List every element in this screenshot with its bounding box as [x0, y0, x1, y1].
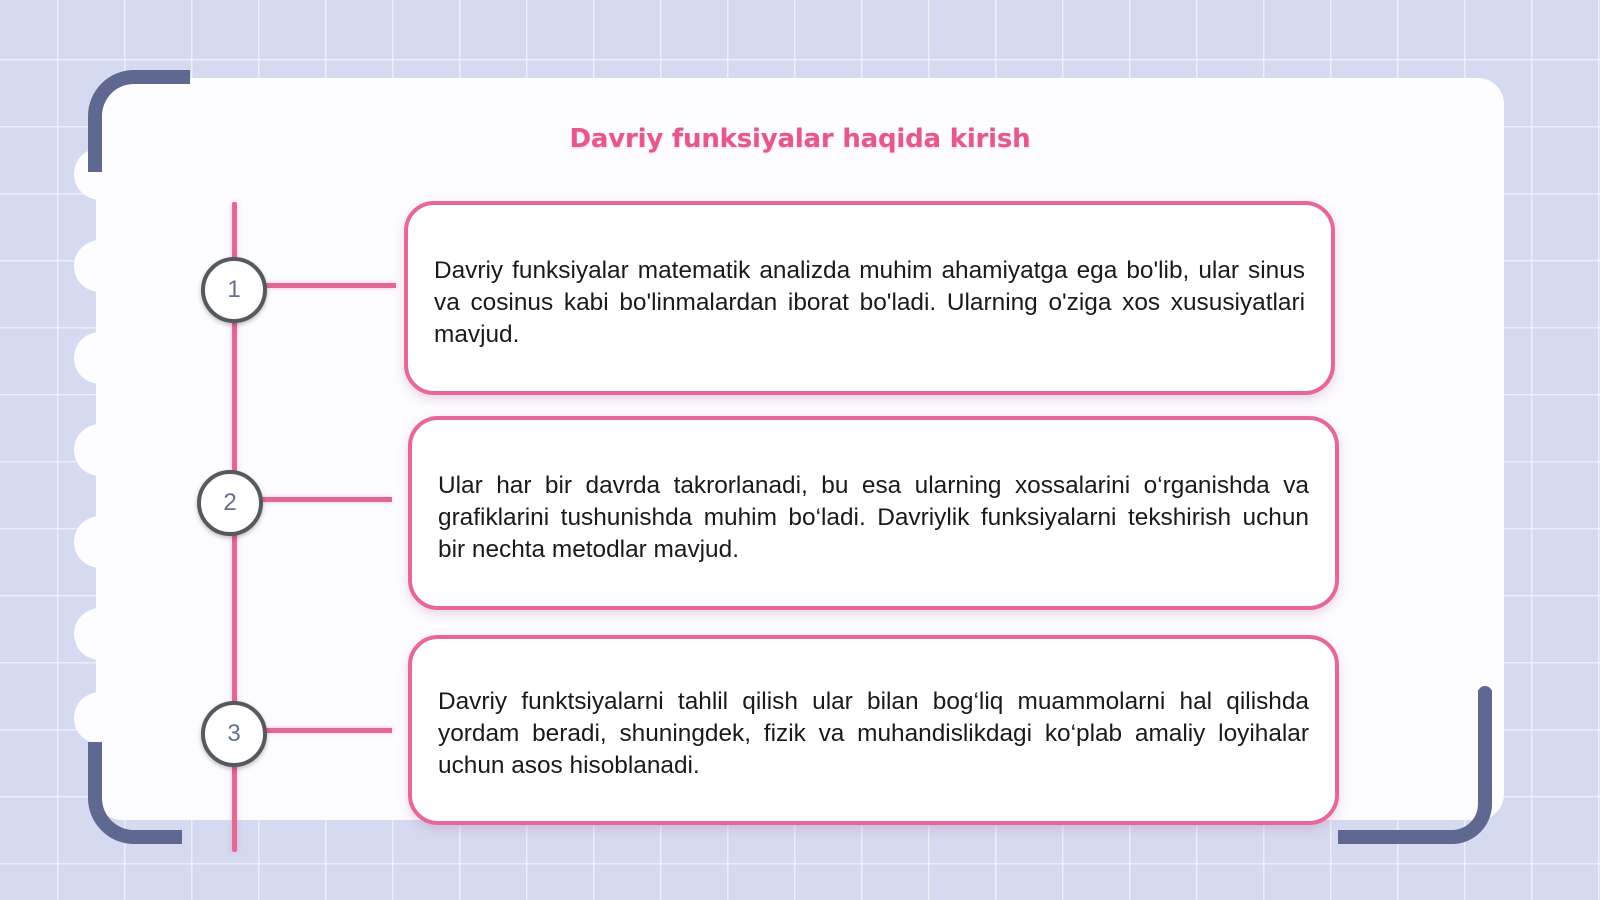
- timeline-text-3: Davriy funktsiyalarni tahlil qilish ular bilan bog‘liq muammolarni hal qilishda yordam beradi, shuningdek, fizik va muhandislikdagi ko‘plab amaliy loyihalar uchun asos hisoblanadi.: [438, 688, 1309, 779]
- timeline-connector: [262, 283, 396, 288]
- card-scallop: [74, 516, 126, 568]
- card-scallop: [74, 332, 126, 384]
- timeline-text-1: Davriy funksiyalar matematik analizda muhim ahamiyatga ega bo'lib, ular sinus va cosinus kabi bo'linmalardan iborat bo'ladi. Ularning o'ziga xos xususiyatlari mavjud.: [434, 257, 1305, 348]
- card-scallop: [74, 608, 126, 660]
- corner-bracket-bottom-right: [1338, 690, 1492, 844]
- corner-bracket-bottom-left: [88, 742, 182, 844]
- timeline-connector: [258, 497, 392, 502]
- card-scallop: [74, 424, 126, 476]
- timeline-connector: [262, 728, 392, 733]
- timeline-node-2: 2: [197, 470, 263, 536]
- timeline-node-3: 3: [201, 701, 267, 767]
- timeline-node-1: 1: [201, 257, 267, 323]
- timeline-text-box-1: [404, 201, 1335, 395]
- timeline-text-box-2: [408, 416, 1339, 610]
- card-scallop: [74, 692, 126, 744]
- card-scallop: [74, 240, 126, 292]
- slide-title: Davriy funksiyalar haqida kirish: [569, 124, 1031, 154]
- timeline-text-box-3: [408, 635, 1339, 825]
- corner-bracket-top-left: [88, 70, 190, 172]
- timeline-text-2: Ular har bir davrda takrorlanadi, bu esa ularning xossalarini o‘rganishda va grafiklarini tushunishda muhim bo‘ladi. Davriylik funksiyalarni tekshirish uchun bir nechta metodlar mavjud.: [438, 472, 1309, 563]
